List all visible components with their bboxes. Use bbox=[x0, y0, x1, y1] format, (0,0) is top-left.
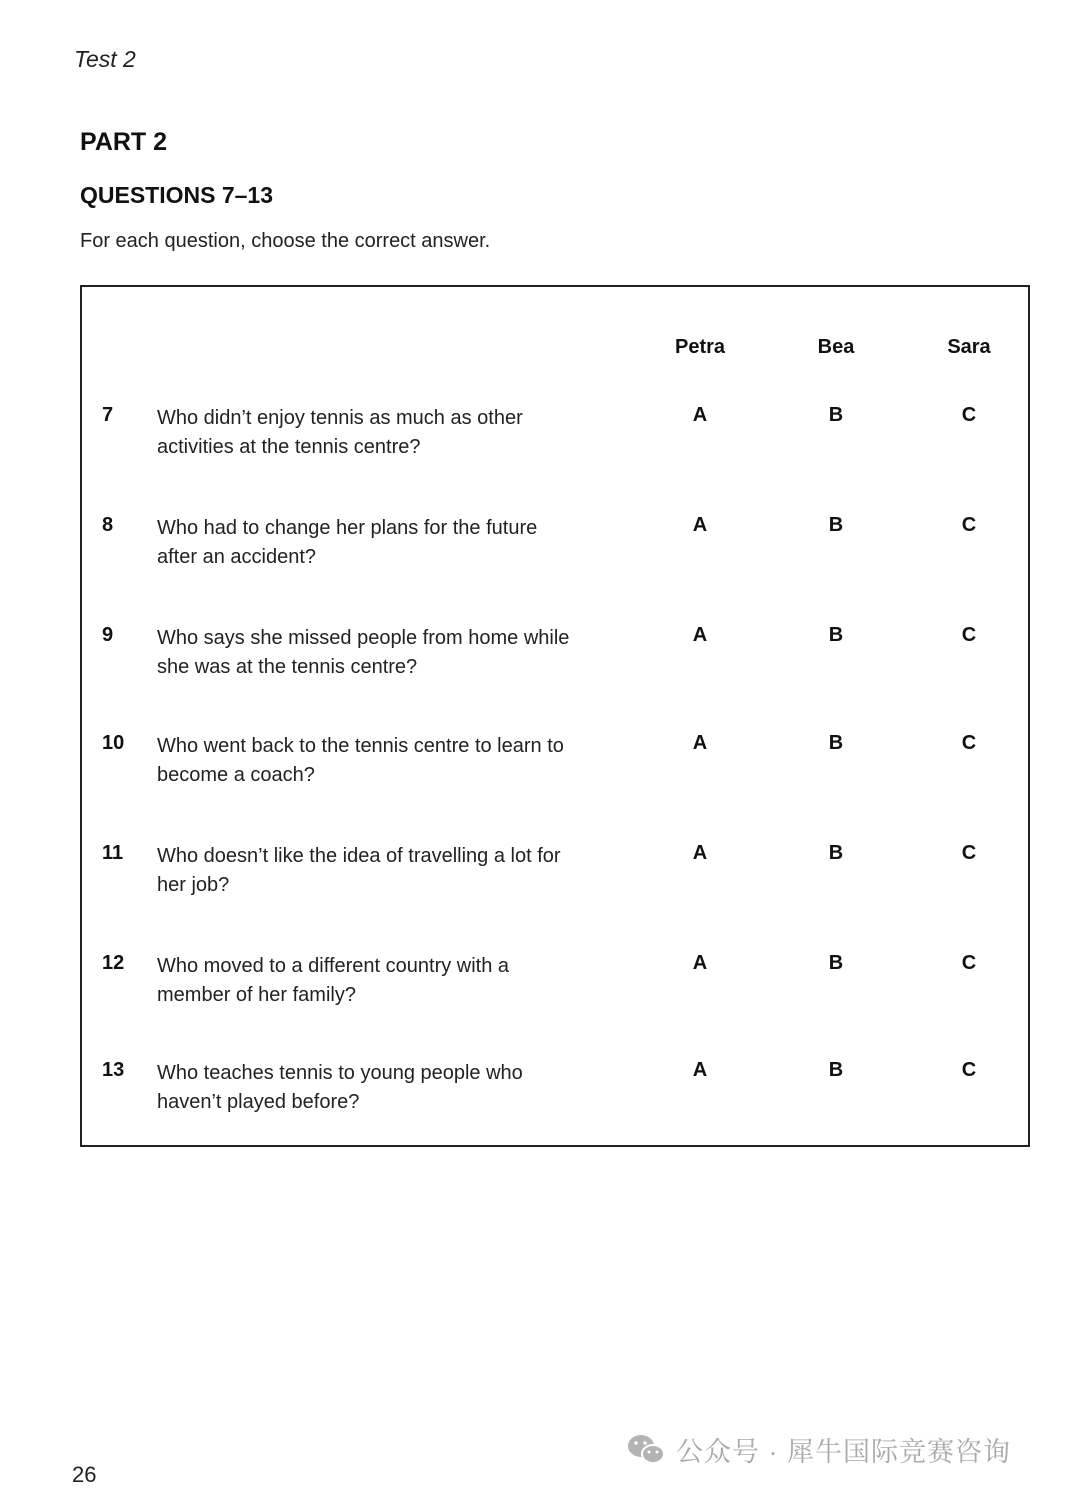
question-row bbox=[0, 842, 1080, 912]
question-text-line: her job? bbox=[157, 874, 230, 896]
option-b[interactable]: B bbox=[828, 1059, 844, 1081]
question-number: 12 bbox=[102, 952, 125, 974]
question-text-line: become a coach? bbox=[157, 764, 315, 786]
option-a[interactable]: A bbox=[692, 624, 708, 646]
option-a[interactable]: A bbox=[692, 1059, 708, 1081]
question-row bbox=[0, 404, 1080, 474]
question-text-line: Who teaches tennis to young people who bbox=[157, 1062, 523, 1084]
running-head: Test 2 bbox=[74, 46, 136, 72]
question-text bbox=[157, 952, 632, 1010]
question-text-line: activities at the tennis centre? bbox=[157, 436, 421, 458]
option-c[interactable]: C bbox=[961, 624, 977, 646]
option-c[interactable]: C bbox=[961, 1059, 977, 1081]
question-row bbox=[0, 732, 1080, 802]
option-c[interactable]: C bbox=[961, 732, 977, 754]
page-number: 26 bbox=[72, 1462, 97, 1487]
question-row bbox=[0, 624, 1080, 694]
question-number: 9 bbox=[102, 624, 114, 646]
option-a[interactable]: A bbox=[692, 514, 708, 536]
question-text-line: member of her family? bbox=[157, 984, 356, 1006]
option-c[interactable]: C bbox=[961, 514, 977, 536]
option-c[interactable]: C bbox=[961, 952, 977, 974]
option-a[interactable]: A bbox=[692, 952, 708, 974]
option-b[interactable]: B bbox=[828, 732, 844, 754]
option-b[interactable]: B bbox=[828, 842, 844, 864]
column-header-petra: Petra bbox=[674, 336, 726, 358]
option-a[interactable]: A bbox=[692, 732, 708, 754]
question-text bbox=[157, 732, 632, 790]
option-c[interactable]: C bbox=[961, 842, 977, 864]
watermark-text: 公众号 · 犀牛国际竞赛咨询 bbox=[676, 1437, 1011, 1467]
question-number: 13 bbox=[102, 1059, 125, 1081]
question-text-line: Who doesn’t like the idea of travelling a lot for bbox=[157, 845, 561, 867]
instruction-text: For each question, choose the correct answer. bbox=[80, 230, 491, 252]
question-row bbox=[0, 952, 1080, 1022]
watermark bbox=[626, 1430, 1011, 1469]
question-text-line: Who moved to a different country with a bbox=[157, 955, 510, 977]
questions-title: QUESTIONS 7–13 bbox=[80, 182, 274, 208]
option-b[interactable]: B bbox=[828, 514, 844, 536]
question-text-line: haven’t played before? bbox=[157, 1091, 360, 1113]
option-b[interactable]: B bbox=[828, 952, 844, 974]
question-text-line: she was at the tennis centre? bbox=[157, 656, 418, 678]
column-header-sara: Sara bbox=[947, 336, 991, 358]
question-number: 7 bbox=[102, 404, 114, 426]
question-text bbox=[157, 842, 632, 900]
question-text bbox=[157, 404, 632, 462]
question-row bbox=[0, 1059, 1080, 1129]
part-title: PART 2 bbox=[80, 128, 168, 156]
option-a[interactable]: A bbox=[692, 404, 708, 426]
question-text bbox=[157, 514, 632, 572]
option-b[interactable]: B bbox=[828, 404, 844, 426]
question-text-line: after an accident? bbox=[157, 546, 316, 568]
option-c[interactable]: C bbox=[961, 404, 977, 426]
option-a[interactable]: A bbox=[692, 842, 708, 864]
wechat-icon bbox=[626, 1432, 666, 1468]
column-header-bea: Bea bbox=[817, 336, 855, 358]
question-text bbox=[157, 1059, 632, 1117]
question-text-line: Who went back to the tennis centre to learn to bbox=[157, 735, 564, 757]
question-number: 10 bbox=[102, 732, 125, 754]
question-text-line: Who didn’t enjoy tennis as much as other bbox=[157, 407, 523, 429]
question-text-line: Who says she missed people from home while bbox=[157, 627, 570, 649]
question-row bbox=[0, 514, 1080, 584]
question-text bbox=[157, 624, 632, 682]
question-number: 11 bbox=[102, 842, 124, 864]
option-b[interactable]: B bbox=[828, 624, 844, 646]
question-number: 8 bbox=[102, 514, 114, 536]
question-text-line: Who had to change her plans for the future bbox=[157, 517, 538, 539]
